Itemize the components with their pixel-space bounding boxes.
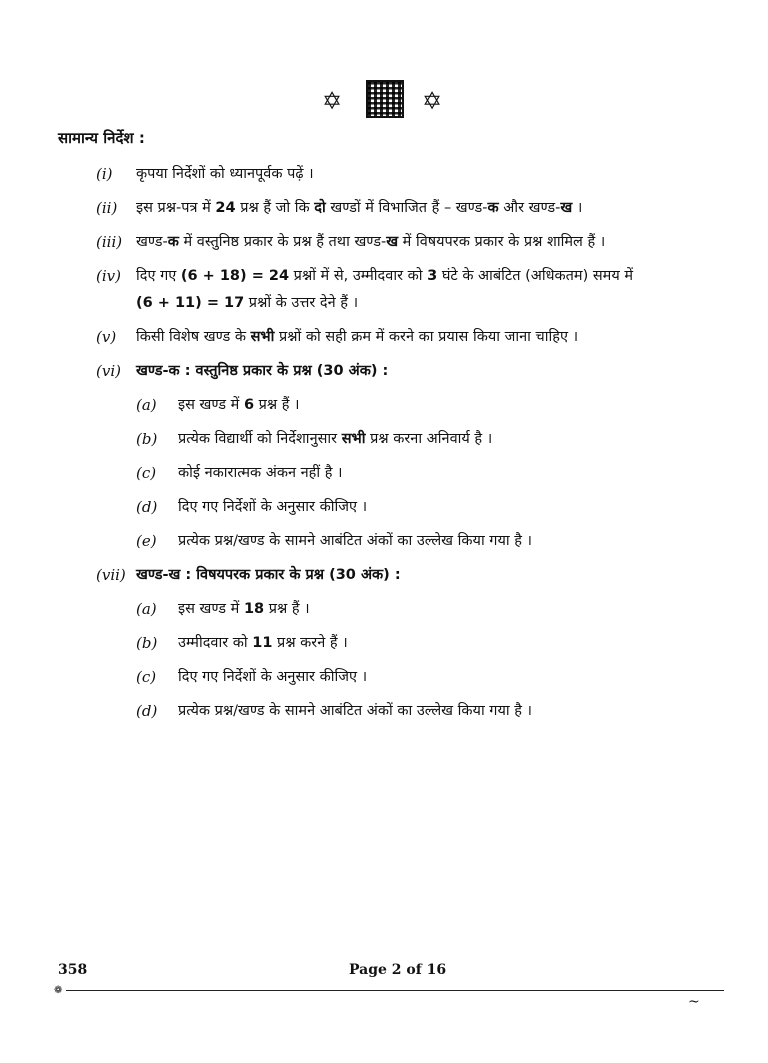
item-text xyxy=(178,695,532,728)
text-span: इस खण्ड में xyxy=(178,397,244,413)
section-a-item xyxy=(136,491,716,524)
instruction-row xyxy=(96,192,716,225)
text-span: खण्ड- xyxy=(136,234,168,250)
instruction-row xyxy=(96,321,716,354)
item-number: (c) xyxy=(136,668,157,686)
section-a-item xyxy=(136,457,716,490)
item-text xyxy=(178,423,492,456)
item-number: (c) xyxy=(136,464,157,482)
text-span: 3 xyxy=(427,268,438,284)
item-text xyxy=(178,627,348,660)
section-b-item xyxy=(136,695,716,728)
item-number: (a) xyxy=(136,600,157,618)
text-span: खण्ड-क : वस्तुनिष्ठ प्रकार के प्रश्न (30 अंक) : xyxy=(136,363,389,379)
section-a-item xyxy=(136,423,716,456)
text-span: में विषयपरक प्रकार के प्रश्न शामिल हैं । xyxy=(398,234,606,250)
text-span: (6 + 11) = 17 xyxy=(136,295,245,311)
text-span: घंटे के आबंटित (अधिकतम) समय में xyxy=(437,268,634,284)
text-span: दो xyxy=(314,200,326,216)
text-span: प्रश्नों में से, उम्मीदवार को xyxy=(289,268,428,284)
page-title: सामान्य निर्देश : xyxy=(58,129,145,147)
instruction-row xyxy=(96,158,716,191)
page-number: Page 2 of 16 xyxy=(349,962,447,978)
item-number: (iii) xyxy=(96,233,123,251)
item-text xyxy=(178,457,343,490)
ornament-icon: ❁ xyxy=(54,985,63,996)
text-span: प्रत्येक प्रश्न/खण्ड के सामने आबंटित अंकों का उल्लेख किया गया है । xyxy=(178,703,533,719)
paper-code: 358 xyxy=(58,962,88,978)
text-span: किसी विशेष खण्ड के xyxy=(136,329,251,345)
item-text xyxy=(136,355,388,388)
item-number: (i) xyxy=(96,165,113,183)
text-span: प्रश्न हैं । xyxy=(264,601,310,617)
text-span: प्रश्न करने हैं । xyxy=(272,635,348,651)
item-text xyxy=(178,525,532,558)
section-b-item xyxy=(136,593,716,626)
item-number: (d) xyxy=(136,702,158,720)
text-span: खण्डों में विभाजित हैं – खण्ड- xyxy=(325,200,488,216)
instructions-list xyxy=(96,158,716,729)
tilde-mark: ~ xyxy=(688,994,700,1010)
item-number: (iv) xyxy=(96,267,121,285)
text-span: प्रश्नों के उत्तर देने हैं । xyxy=(244,295,359,311)
text-span: ख xyxy=(560,200,573,216)
text-span: 11 xyxy=(252,635,273,651)
text-span: इस खण्ड में xyxy=(178,601,244,617)
item-text xyxy=(178,491,367,524)
text-span: सभी xyxy=(250,329,275,345)
star-of-david-left-icon: ✡ xyxy=(322,87,343,115)
text-span: में वस्तुनिष्ठ प्रकार के प्रश्न हैं तथा खण्ड- xyxy=(178,234,387,250)
item-number: (v) xyxy=(96,328,117,346)
footer-rule xyxy=(66,990,724,991)
section-a-item xyxy=(136,525,716,558)
text-span: खण्ड-ख : विषयपरक प्रकार के प्रश्न (30 अंक) : xyxy=(136,567,401,583)
text-span: क xyxy=(487,200,499,216)
qr-code-image xyxy=(366,80,404,118)
instruction-row-continued xyxy=(96,287,716,320)
text-span: प्रश्न हैं जो कि xyxy=(235,200,315,216)
text-span: प्रश्नों को सही क्रम में करने का प्रयास किया जाना चाहिए । xyxy=(274,329,579,345)
star-of-david-right-icon: ✡ xyxy=(422,87,443,115)
text-span: उम्मीदवार को xyxy=(178,635,253,651)
section-b-heading xyxy=(96,559,716,592)
text-span: (6 + 18) = 24 xyxy=(180,268,290,284)
item-number: (ii) xyxy=(96,199,118,217)
text-span: 6 xyxy=(243,397,255,413)
text-span: कृपया निर्देशों को ध्यानपूर्वक पढ़ें । xyxy=(136,166,314,182)
text-span: । xyxy=(572,200,583,216)
text-span: 18 xyxy=(243,601,265,617)
item-text xyxy=(178,593,310,626)
text-span: प्रश्न करना अनिवार्य है । xyxy=(365,431,493,447)
text-span: दिए गए xyxy=(136,268,181,284)
section-a-item xyxy=(136,389,716,422)
text-span: प्रत्येक विद्यार्थी को निर्देशानुसार xyxy=(178,431,342,447)
text-span: प्रत्येक प्रश्न/खण्ड के सामने आबंटित अंकों का उल्लेख किया गया है । xyxy=(178,533,533,549)
text-span: कोई नकारात्मक अंकन नहीं है । xyxy=(178,465,343,481)
item-number: (b) xyxy=(136,634,158,652)
text-span: सभी xyxy=(341,431,366,447)
text-span: दिए गए निर्देशों के अनुसार कीजिए । xyxy=(178,669,368,685)
item-text xyxy=(136,226,605,259)
item-number: (d) xyxy=(136,498,158,516)
instruction-row xyxy=(96,355,716,388)
item-number: (vi) xyxy=(96,362,121,380)
section-b-item xyxy=(136,627,716,660)
text-span: दिए गए निर्देशों के अनुसार कीजिए । xyxy=(178,499,368,515)
item-text xyxy=(136,321,578,354)
item-number: (a) xyxy=(136,396,157,414)
instruction-row xyxy=(96,226,716,259)
item-text xyxy=(136,158,314,191)
item-text xyxy=(178,661,367,694)
item-number: (vii) xyxy=(96,566,126,584)
item-number: (b) xyxy=(136,430,158,448)
text-span: ख xyxy=(386,234,399,250)
text-span: प्रश्न हैं । xyxy=(254,397,300,413)
section-b-item xyxy=(136,661,716,694)
item-text xyxy=(136,559,401,592)
text-span: इस प्रश्न-पत्र में xyxy=(136,200,216,216)
item-number: (e) xyxy=(136,532,157,550)
text-span: 24 xyxy=(215,200,236,216)
text-span: और खण्ड- xyxy=(498,200,561,216)
item-text xyxy=(178,389,300,422)
item-text xyxy=(136,192,582,225)
item-text xyxy=(136,287,358,320)
text-span: क xyxy=(167,234,179,250)
